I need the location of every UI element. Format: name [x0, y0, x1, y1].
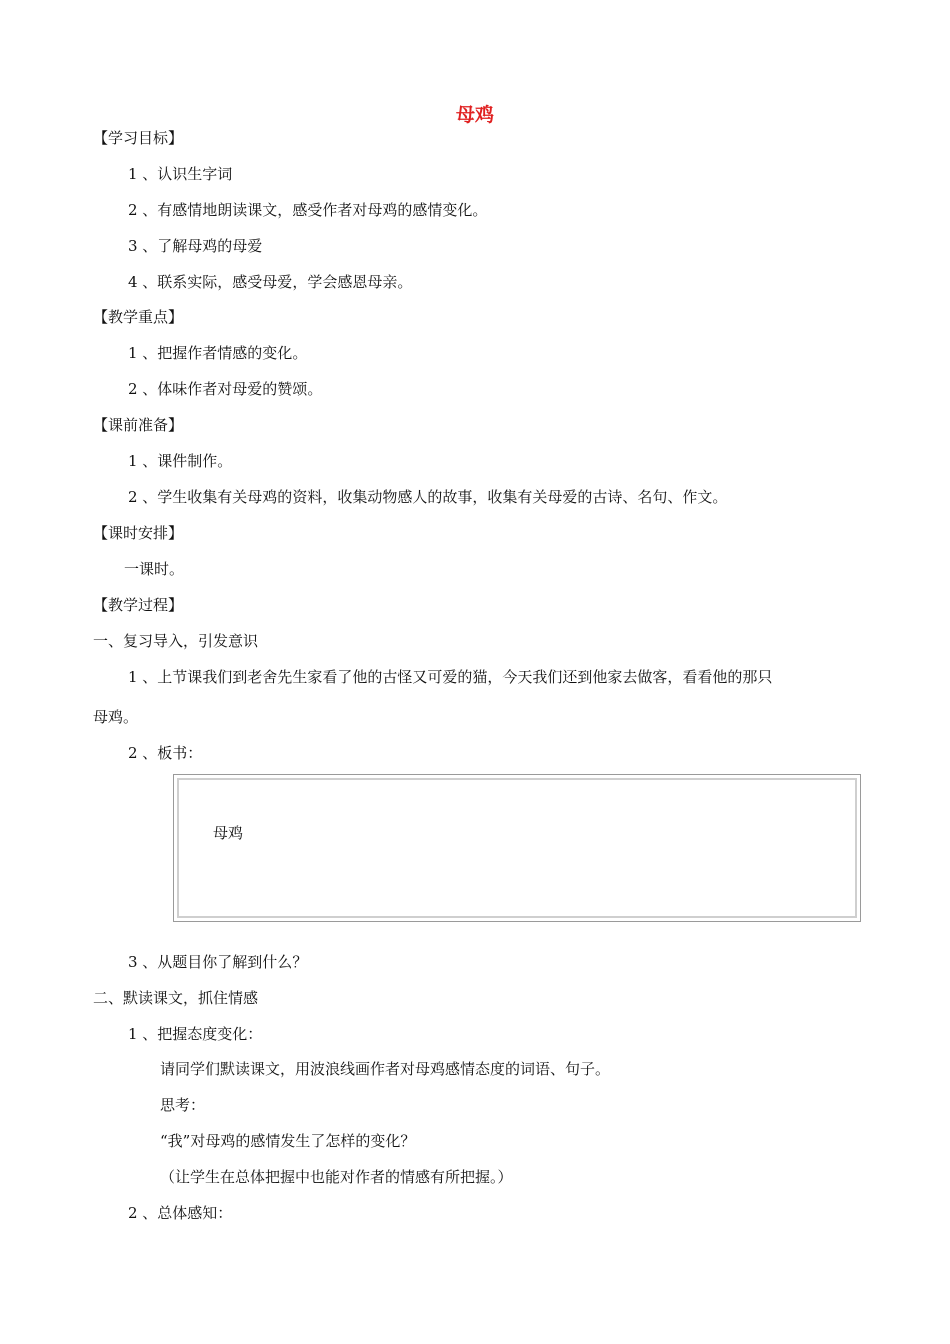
focus-header: 【教学重点】: [93, 308, 184, 326]
part1-item3: 3 、从题目你了解到什么？: [128, 953, 308, 971]
schedule-text: 一课时。: [124, 560, 185, 578]
blackboard-box: [173, 774, 861, 922]
part2-note: （让学生在总体把握中也能对作者的情感有所把握。）: [160, 1168, 513, 1186]
part2-item1: 1 、把握态度变化：: [128, 1025, 263, 1043]
prep-header: 【课前准备】: [93, 416, 184, 434]
schedule-header: 【课时安排】: [93, 524, 184, 542]
page-title: 母鸡: [455, 104, 494, 126]
part2-item2: 2 、总体感知：: [128, 1204, 233, 1222]
goal-item-4: 4 、联系实际，感受母爱，学会感恩母亲。: [128, 273, 413, 291]
focus-item-2: 2 、体味作者对母爱的赞颂。: [128, 380, 323, 398]
goal-item-1: 1 、认识生字词: [128, 165, 233, 183]
part1-item1-line2: 母鸡。: [93, 708, 139, 726]
prep-item-1: 1 、课件制作。: [128, 452, 233, 470]
part2-title: 二、默读课文，抓住情感: [93, 989, 259, 1007]
part1-title: 一、复习导入，引发意识: [93, 632, 259, 650]
part1-item2: 2 、板书：: [128, 744, 203, 762]
goal-item-2: 2 、有感情地朗读课文，感受作者对母鸡的感情变化。: [128, 201, 488, 219]
goal-item-3: 3 、了解母鸡的母爱: [128, 237, 263, 255]
blackboard-text: 母鸡: [213, 824, 244, 842]
process-header: 【教学过程】: [93, 596, 184, 614]
focus-item-1: 1 、把握作者情感的变化。: [128, 344, 308, 362]
prep-item-2: 2 、学生收集有关母鸡的资料，收集动物感人的故事，收集有关母爱的古诗、名句、作文。: [128, 488, 728, 506]
part2-question: “我”对母鸡的感情发生了怎样的变化？: [160, 1132, 416, 1150]
goals-header: 【学习目标】: [93, 129, 184, 147]
blackboard-inner: [177, 778, 857, 918]
part2-item1-desc: 请同学们默读课文，用波浪线画作者对母鸡感情态度的词语、句子。: [160, 1060, 611, 1078]
part2-think: 思考：: [160, 1096, 206, 1114]
part1-item1-line1: 1 、上节课我们到老舍先生家看了他的古怪又可爱的猫，今天我们还到他家去做客，看看他的那只: [128, 668, 773, 686]
